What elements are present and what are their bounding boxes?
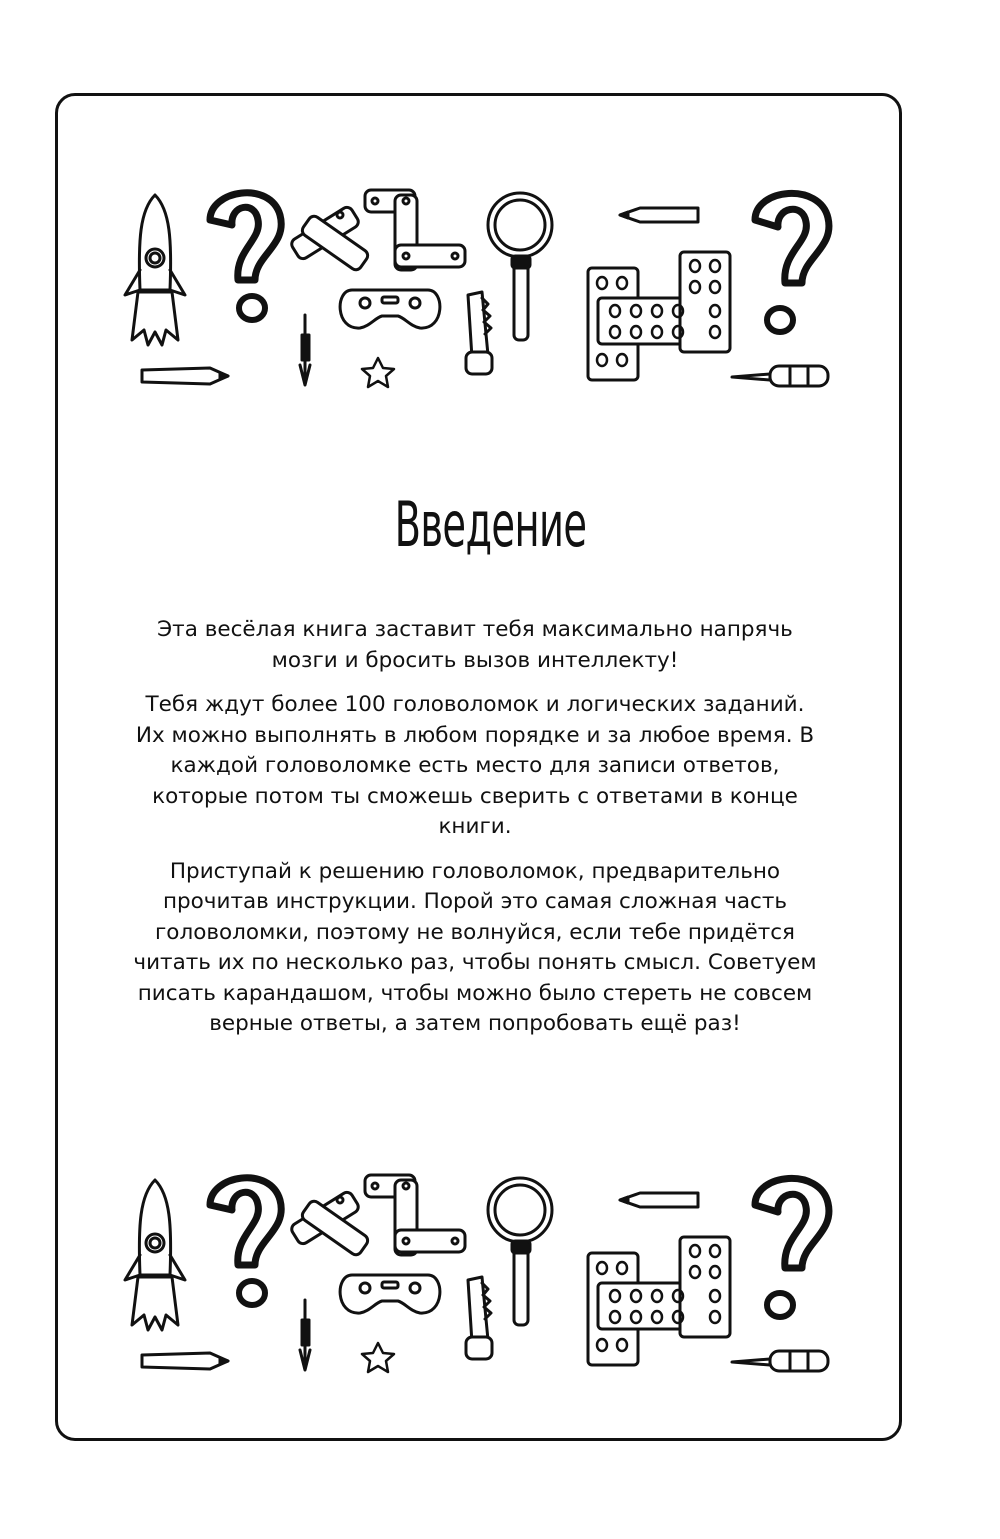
pencil-icon [142,1353,228,1369]
star-icon [362,358,394,387]
question-mark-icon [210,193,281,320]
question-mark-icon [210,1178,281,1305]
magnifier-icon [488,193,552,340]
folding-ruler-icon [289,190,465,272]
intro-text [130,615,820,1054]
doodle-row-bottom [120,1165,840,1395]
folding-ruler-icon [289,1175,465,1257]
star-icon [362,1343,394,1372]
question-mark-icon [755,193,829,332]
dart-icon [300,1300,310,1370]
screwdriver-icon [732,366,828,386]
saw-icon [466,1277,492,1359]
building-bricks-icon [588,252,730,380]
rocket-icon [125,195,185,345]
doodle-row-top [120,180,840,410]
pencil-icon [620,1193,698,1207]
intro-paragraph: Тебя ждут более 100 головоломок и логических заданий. Их можно выполнять в любом порядке и за любое время. В каждой головоломке есть место для записи ответов, которые потом ты сможешь сверить с ответами в конце книги. [135,692,815,839]
saw-icon [466,292,492,374]
pencil-icon [142,368,228,384]
intro-paragraph: Эта весёлая книга заставит тебя максимально напрячь мозги и бросить вызов интеллекту! [157,617,793,673]
rocket-icon [125,1180,185,1330]
intro-paragraph: Приступай к решению головоломок, предварительно прочитав инструкции. Порой это самая сложная часть головоломки, поэтому не волнуйся, если тебе придётся читать их по несколько раз, чтобы понять смысл. Советуем писать карандашом, чтобы можно было стереть не совсем верные ответы, а затем попробовать ещё раз! [133,858,817,1036]
pencil-icon [620,208,698,222]
gamepad-icon [340,1275,440,1313]
magnifier-icon [488,1178,552,1325]
gamepad-icon [340,290,440,328]
dart-icon [300,315,310,385]
page-title: Введение [394,488,587,561]
question-mark-icon [755,1178,829,1317]
building-bricks-icon [588,1237,730,1365]
screwdriver-icon [732,1351,828,1371]
